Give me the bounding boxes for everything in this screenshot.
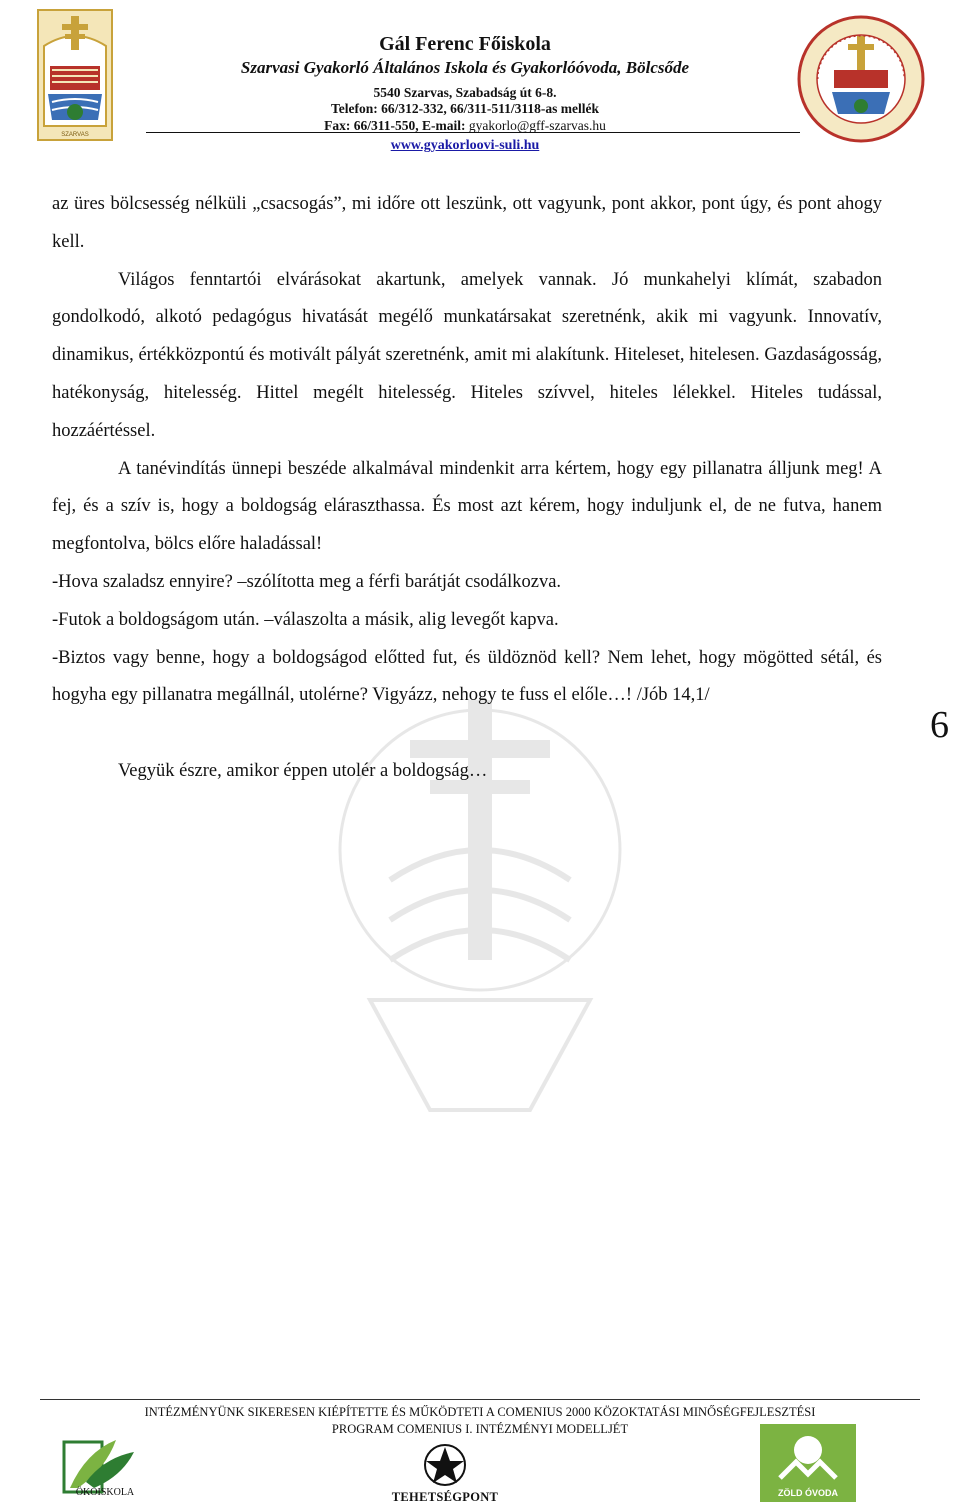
- dialogue-line-2: -Futok a boldogságom után. –válaszolta a másik, alig levegőt kapva.: [52, 609, 559, 630]
- header-divider: [146, 132, 800, 133]
- closing-line: Vegyük észre, amikor éppen utolér a boldogság…: [118, 761, 488, 781]
- paragraph-2: Világos fenntartói elvárásokat akartunk, amelyek vannak. Jó munkahelyi klímát, szabadon gondolkodó, alkotó pedagógus hivatását megélő munkatársakat szeretnénk, akik mi vagyunk. Innovatív, dinamikus, értékközpontú és motivált pályát szeretnénk, amit mi alakítunk. Hiteleset, hitelesen. Gazdaságosság, hatékonyság, hitelesség. Hittel megélt hitelesség. Hiteles szívvel, hiteles lélekkel. Hiteles tudással, hozzáértéssel.: [52, 269, 882, 441]
- email-link[interactable]: gyakorlo@gff-szarvas.hu: [468, 118, 606, 133]
- svg-text:SZARVAS: SZARVAS: [61, 132, 89, 138]
- eco-school-label: ÖKOISKOLA: [75, 1487, 135, 1498]
- school-crest-logo-left: [34, 6, 116, 144]
- fax-label: Fax: 66/311-550, E-mail:: [324, 118, 466, 133]
- talent-point-label: TEHETSÉGPONT: [391, 1490, 499, 1504]
- paragraph-1: az üres bölcsesség nélküli „csacsogás”, mi időre ott leszünk, ott vagyunk, pont akkor, pont úgy, és pont ahogy kell.: [52, 194, 882, 252]
- footer-divider: [40, 1399, 920, 1400]
- school-subtitle: Szarvasi Gyakorló Általános Iskola és Gyakorlóóvoda, Bölcsőde: [240, 58, 690, 77]
- page-number: 6: [930, 704, 949, 746]
- footer-line-2: PROGRAM COMENIUS I. INTÉZMÉNYI MODELLJÉT: [331, 1422, 629, 1436]
- institution-title: Gál Ferenc Főiskola: [379, 33, 551, 55]
- dialogue-line-1: -Hova szaladsz ennyire? –szólította meg a férfi barátját csodálkozva.: [52, 572, 562, 592]
- address: 5540 Szarvas, Szabadság út 6-8.: [373, 85, 557, 100]
- green-kindergarten-logo: [760, 1424, 856, 1502]
- footer-line-1: INTÉZMÉNYÜNK SIKERESEN KIÉPÍTETTE ÉS MŰKÖDTETI A COMENIUS 2000 KÖZOKTATÁSI MINŐSÉGFEJLESZTÉSI: [144, 1405, 816, 1419]
- talent-point-logo: [370, 1438, 520, 1492]
- paragraph-6: -Biztos vagy benne, hogy a boldogságod előtted fut, és üldöznöd kell? Nem lehet, hogy mögötted sétál, és hogyha egy pillanatra megállnál, utolérne? Vigyázz, nehogy te fuss el előle…! /Jób 14,1/: [52, 647, 882, 706]
- school-crest-logo-right: [796, 14, 926, 144]
- phone-line: Telefon: 66/312-332, 66/311-511/3118-as mellék: [331, 101, 599, 116]
- paragraph-3: A tanévindítás ünnepi beszéde alkalmával mindenkit arra kértem, hogy egy pillanatra álljunk meg! A fej, és a szív is, hogy a boldogság eláraszthassa. És most azt kérem, hogy induljunk el, de ne futva, hanem megfontolva, bölcs előre haladással!: [52, 458, 882, 555]
- website-link[interactable]: www.gyakorloovi-suli.hu: [390, 138, 540, 153]
- green-kindergarten-label: ZÖLD ÓVODA: [778, 1488, 838, 1498]
